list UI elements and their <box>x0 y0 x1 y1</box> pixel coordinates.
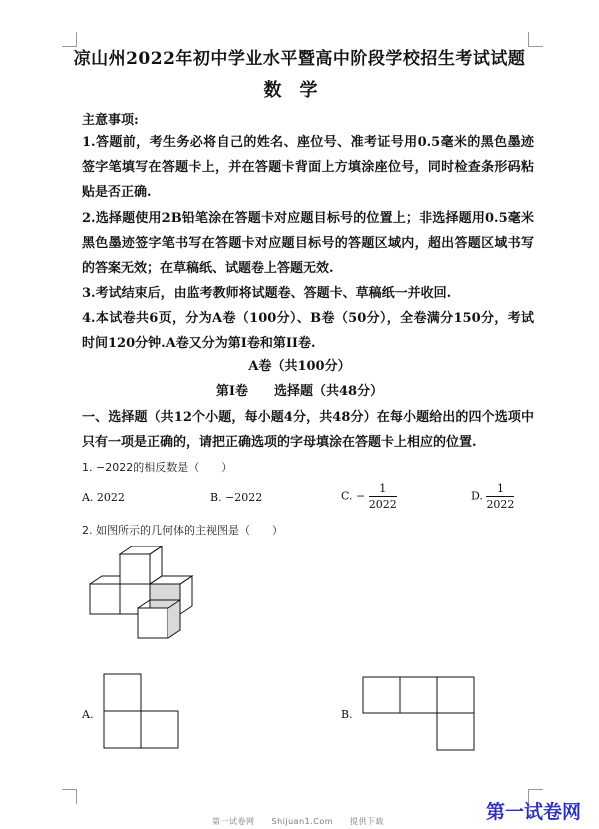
exam-title: 凉山州2022年初中学业水平暨高中阶段学校招生考试试题 <box>73 49 526 69</box>
question-1-option-b: B. −2022 <box>210 491 263 504</box>
section-1-heading: 第I卷 选择题（共48分） <box>215 384 384 399</box>
watermark-brand: 第一试卷网 <box>486 801 582 823</box>
geometric-solid-figure <box>80 546 200 642</box>
exam-subject: 数学 <box>263 80 336 101</box>
notice-heading: 主意事项: <box>82 113 139 128</box>
question-1-option-a: A. 2022 <box>82 491 125 504</box>
notice-item-2: 2.选择题使用2B铅笔涂在答题卡对应题目标号的位置上；非选择题用0.5毫米黑色墨迹签字笔书写在答题卡对应题目标号的答题区域内，超出答题区域书写的答案无效；在草稿纸、试题卷上答题无效. <box>82 211 534 276</box>
option-c-fraction <box>369 482 397 511</box>
option-d-prefix: D. <box>471 489 483 503</box>
question-2-option-b-figure <box>361 675 476 755</box>
question-1-text: 1. −2022的相反数是（ ） <box>82 461 233 474</box>
question-2-option-a-figure <box>102 672 182 752</box>
question-2-text: 2. 如图所示的几何体的主视图是（ ） <box>82 524 283 537</box>
option-d-numerator: 1 <box>486 482 514 497</box>
question-2-option-b-label: B. <box>341 708 353 721</box>
option-c-prefix: C. − <box>341 489 366 503</box>
question-2-option-a-label: A. <box>82 708 94 721</box>
section-a-heading: A卷（共100分） <box>248 359 351 374</box>
corner-mark-bottom-left <box>62 789 77 804</box>
page-footer: 第一试卷网 Shijuan1.Com 提供下载 <box>212 817 385 826</box>
option-d-fraction <box>486 482 514 511</box>
option-c-numerator: 1 <box>369 482 397 497</box>
notice-item-4: 4.本试卷共6页，分为A卷（100分）、B卷（50分），全卷满分150分，考试时间120分钟.A卷又分为第I卷和第II卷. <box>82 311 534 351</box>
notice-item-3: 3.考试结束后，由监考教师将试题卷、答题卡、草稿纸一并收回. <box>82 286 452 301</box>
option-d-denominator: 2022 <box>486 498 515 511</box>
notice-item-1: 1.答题前，考生务必将自己的姓名、座位号、准考证号用0.5毫米的黑色墨迹签字笔填写在答题卡上，并在答题卡背面上方填涂座位号，同时检查条形码粘贴是否正确. <box>82 135 534 200</box>
option-c-denominator: 2022 <box>368 498 397 511</box>
section-instructions: 一、选择题（共12个小题，每小题4分，共48分）在每小题给出的四个选项中只有一项是正确的，请把正确选项的字母填涂在答题卡上相应的位置. <box>82 410 534 450</box>
question-1-option-c <box>341 482 397 511</box>
question-1-option-d <box>471 482 514 511</box>
